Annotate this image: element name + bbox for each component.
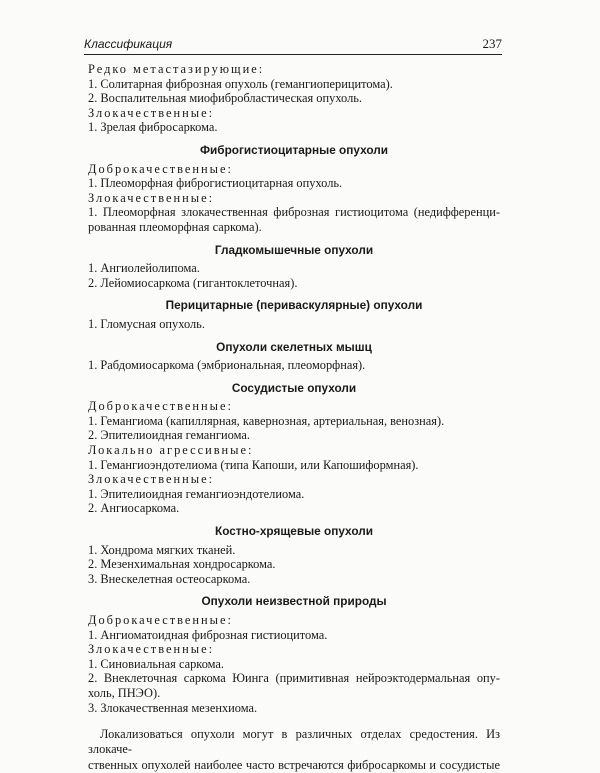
section-title: Опухоли скелетных мышц	[216, 339, 372, 354]
paragraph-line: Локализоваться опухоли могут в различных отделах средостения. Из злокаче-	[88, 727, 500, 757]
list-item: 1. Плеоморфная злокачественная фиброзная гистиоцитома (недифференци-	[88, 205, 500, 220]
list-item: 1. Гломусная опухоль.	[88, 316, 205, 331]
section-title: Перицитарные (периваскулярные) опухоли	[165, 298, 423, 313]
section-title: Гладкомышечные опухоли	[214, 242, 374, 257]
list-item: 1. Гемангиоэндотелиома (типа Капоши, или Капошиформная).	[88, 457, 419, 472]
page-content	[88, 62, 500, 773]
list-item: 1. Эпителиоидная гемангиоэндотелиома.	[88, 486, 305, 501]
list-item: 2. Воспалительная миофибробластическая опухоль.	[88, 91, 363, 106]
page-number: 237	[482, 36, 502, 51]
list-item: 2. Внеклеточная саркома Юинга (примитивная нейроэктодермальная опу-	[88, 671, 500, 686]
list-item: 1. Синовиальная саркома.	[88, 656, 225, 671]
category-label: Доброкачественные:	[88, 161, 233, 176]
paragraph-line: ственных опухолей наиболее часто встречаются фибросаркомы и сосудистые	[88, 757, 500, 772]
list-item: 1. Ангиоматоидная фиброзная гистиоцитома.	[88, 627, 328, 642]
list-item: 2. Лейомиосаркома (гигантоклеточная).	[88, 275, 298, 290]
intro-block	[88, 62, 500, 135]
list-item: 1. Хондрома мягких тканей.	[88, 542, 236, 557]
list-item: 2. Мезенхимальная хондросаркома.	[88, 557, 276, 572]
category-label: Злокачественные:	[88, 642, 215, 657]
section-title: Костно-хрящевые опухоли	[215, 524, 373, 539]
list-item-continuation: холь, ПНЭО).	[88, 685, 161, 700]
section-title: Фиброгистиоцитарные опухоли	[199, 142, 389, 157]
category-label: Доброкачественные:	[88, 399, 233, 414]
category-label: Локально агрессивные:	[88, 443, 254, 458]
list-item: 1. Гемангиома (капиллярная, кавернозная, артериальная, венозная).	[88, 413, 445, 428]
running-header	[84, 36, 502, 55]
running-title: Классификация	[84, 37, 173, 51]
list-item: 3. Злокачественная мезенхиома.	[88, 700, 258, 715]
list-item-continuation: рованная плеоморфная саркома).	[88, 219, 262, 234]
category-label: Доброкачественные:	[88, 613, 233, 627]
category-label: Редко метастазирующие:	[88, 62, 265, 76]
list-item: 1. Ангиолейолипома.	[88, 261, 200, 276]
list-item: 1. Плеоморфная фиброгистиоцитарная опухоль.	[88, 176, 343, 191]
list-item: 2. Эпителиоидная гемангиома.	[88, 428, 250, 443]
section-title: Опухоли неизвестной природы	[201, 594, 387, 609]
category-label: Злокачественные:	[88, 190, 215, 205]
list-item: 1. Рабдомиосаркома (эмбриональная, плеоморфная).	[88, 358, 366, 373]
list-item: 3. Внескелетная остеосаркома.	[88, 571, 251, 586]
list-item: 1. Зрелая фибросаркома.	[88, 120, 218, 135]
category-label: Злокачественные:	[88, 105, 215, 120]
category-label: Злокачественные:	[88, 472, 215, 487]
section-title: Сосудистые опухоли	[231, 380, 357, 395]
list-item: 2. Ангиосаркома.	[88, 501, 180, 516]
list-item: 1. Солитарная фиброзная опухоль (гемангиоперицитома).	[88, 76, 393, 91]
